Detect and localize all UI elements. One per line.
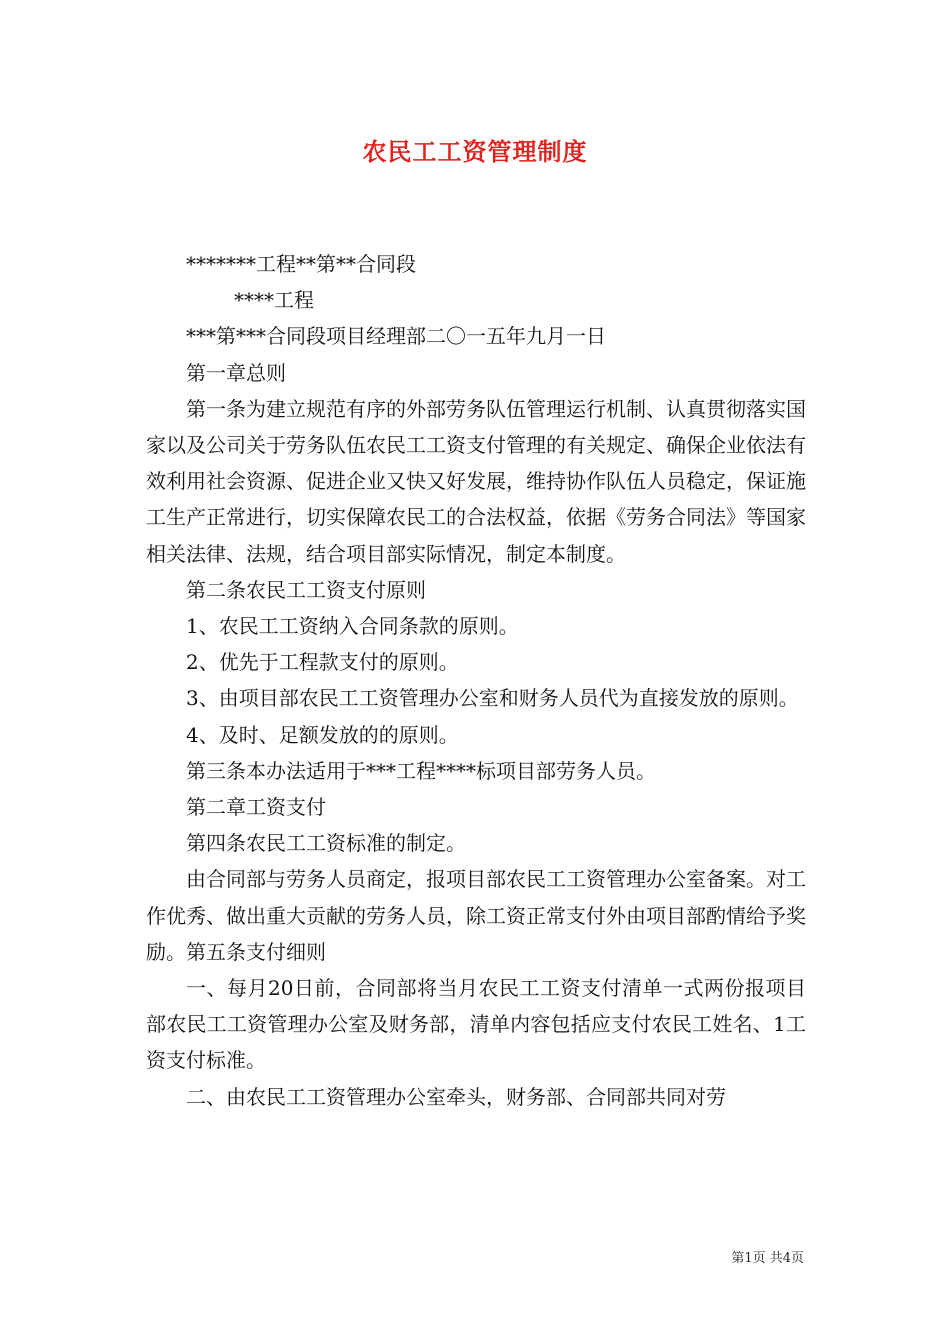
paragraph-article-3: 第三条本办法适用于***工程****标项目部劳务人员。	[186, 758, 656, 783]
list-item: 3、由项目部农民工工资管理办公室和财务人员代为直接发放的原则。	[186, 686, 799, 711]
document-title: 农民工工资管理制度	[362, 137, 588, 166]
paragraph-project-subname: ****工程	[234, 288, 314, 313]
page-number: 第1页 共4页	[731, 1251, 804, 1266]
list-item: 1、农民工工资纳入合同条款的原则。	[186, 614, 519, 639]
paragraph-payment-item-1: 一、每月20日前，合同部将当月农民工工资支付清单一式两份报项目部农民工工资管理办公室及财务部，清单内容包括应支付农民工姓名、1工资支付标准。	[146, 976, 806, 1073]
paragraph-issuer-date: ***第***合同段项目经理部二〇一五年九月一日	[186, 324, 606, 349]
list-item: 4、及时、足额发放的的原则。	[186, 722, 459, 747]
paragraph-payment-item-2: 二、由农民工工资管理办公室牵头，财务部、合同部共同对劳	[186, 1084, 726, 1109]
paragraph-project-name: *******工程**第**合同段	[186, 252, 416, 276]
document-body	[146, 246, 806, 1115]
paragraph-article-4-body: 由合同部与劳务人员商定，报项目部农民工工资管理办公室备案。对工作优秀、做出重大贡献的劳务人员，除工资正常支付外由项目部酌情给予奖励。第五条支付细则	[146, 867, 806, 964]
article-heading: 第四条农民工工资标准的制定。	[186, 831, 466, 856]
article-heading: 第二条农民工工资支付原则	[186, 577, 426, 602]
paragraph-article-1: 第一条为建立规范有序的外部劳务队伍管理运行机制、认真贯彻落实国家以及公司关于劳务队伍农民工工资支付管理的有关规定、确保企业依法有效利用社会资源、促进企业又快又好发展，维持协作队伍人员稳定，保证施工生产正常进行，切实保障农民工的合法权益，依据《劳务合同法》等国家相关法律、法规，结合项目部实际情况，制定本制度。	[146, 396, 806, 566]
list-item: 2、优先于工程款支付的原则。	[186, 650, 459, 675]
chapter-heading: 第一章总则	[186, 360, 286, 385]
chapter-heading: 第二章工资支付	[186, 795, 326, 820]
